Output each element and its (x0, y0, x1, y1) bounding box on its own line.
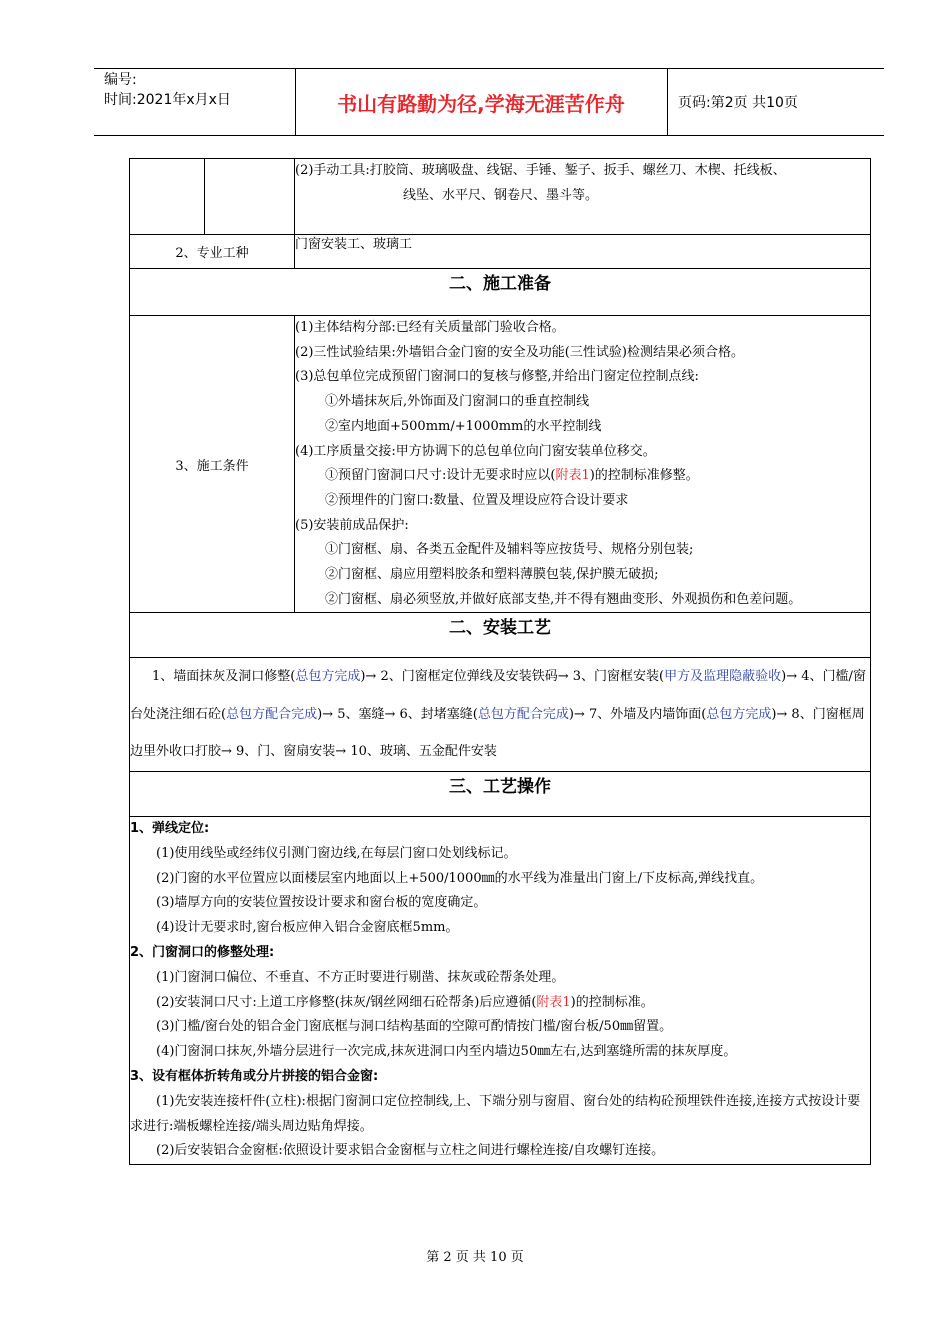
ops-item: (4)门窗洞口抹灰,外墙分层进行一次完成,抹灰进洞口内至内墙边50㎜左右,达到塞缝所需的抹灰厚度。 (156, 1044, 737, 1060)
tools-line: 线坠、水平尺、钢卷尺、墨斗等。 (403, 187, 599, 203)
ops-content (130, 816, 871, 1164)
responsible-party-note: 总包方配合完成 (477, 706, 569, 722)
ops-heading: 2、门窗洞口的修整处理: (130, 944, 275, 960)
ops-item: (1)先安装连接杆件(立柱):根据门窗洞口定位控制线,上、下端分别与窗眉、窗台处的结构砼预埋铁件连接,连接方式按设计要求进行:端板螺栓连接/端头周边贴角焊接。 (130, 1093, 861, 1134)
ops-item: (2)后安装铝合金窗框:依照设计要求铝合金窗框与立柱之间进行螺栓连接/自攻螺钉连接。 (156, 1143, 665, 1159)
section-row (130, 613, 871, 658)
ops-item: (1)门窗洞口偏位、不垂直、不方正时要进行剔凿、抹灰或砼帮条处理。 (156, 969, 565, 985)
appendix-reference: 附表1 (536, 994, 571, 1010)
tools-cell-empty (130, 159, 205, 235)
section-title-ops: 三、工艺操作 (130, 771, 871, 816)
install-flow (130, 658, 871, 772)
condition-line: ①门窗框、扇、各类五金配件及辅料等应按货号、规格分别包装; (325, 542, 694, 558)
conditions-content (295, 316, 871, 613)
condition-line: (5)安装前成品保护: (295, 517, 409, 533)
section-row (130, 771, 871, 816)
section-title-prep: 二、施工准备 (130, 269, 871, 316)
ops-item: (3)门槛/窗台处的铝合金门窗底框与洞口结构基面的空隙可酌情按门槛/窗台板/50㎜留置。 (156, 1019, 673, 1035)
responsible-party-note: 总包方完成 (295, 669, 361, 685)
ops-item: (1)使用线坠或经纬仪引测门窗边线,在每层门窗口处划线标记。 (156, 845, 517, 861)
flow-row (130, 658, 871, 772)
ops-item: (4)设计无要求时,窗台板应伸入铝合金窗底框5mm。 (156, 920, 459, 936)
responsible-party-note: 甲方及监理隐蔽验收 (664, 669, 782, 685)
tools-line: (2)手动工具:打胶筒、玻璃吸盘、线锯、手锤、錾子、扳手、螺丝刀、木楔、托线板、 (295, 163, 786, 178)
flow-step: )→ 4、门槛/窗台处浇注细石砼( (130, 669, 866, 722)
ops-text: )的控制标准。 (570, 994, 654, 1010)
document-time-label: 时间:2021年x月x日 (104, 92, 231, 108)
construction-table (129, 158, 871, 1165)
trade-value: 门窗安装工、玻璃工 (295, 235, 871, 269)
tools-cell-empty (205, 159, 295, 235)
ops-heading: 3、设有框体折转角或分片拼接的铝合金窗: (130, 1068, 379, 1084)
header-meta (104, 70, 231, 110)
trade-row (130, 235, 871, 269)
responsible-party-note: 总包方完成 (706, 706, 772, 722)
condition-line: ②门窗框、扇必须竖放,并做好底部支垫,并不得有翘曲变形、外观损伤和色差问题。 (325, 591, 802, 607)
condition-line: (2)三性试验结果:外墙铝合金门窗的安全及功能(三性试验)检测结果必须合格。 (295, 344, 744, 360)
flow-step: )→ 2、门窗框定位弹线及安装铁码→ 3、门窗框安装( (360, 669, 665, 685)
ops-text: (2)安装洞口尺寸:上道工序修整(抹灰/钢丝网细石砼帮条)后应遵循( (156, 994, 537, 1010)
condition-line: ②室内地面+500mm/+1000mm的水平控制线 (325, 418, 602, 434)
header-page-number: 页码:第2页 共10页 (678, 95, 798, 111)
responsible-party-note: 总包方配合完成 (226, 706, 318, 722)
condition-line: ①外墙抹灰后,外饰面及门窗洞口的垂直控制线 (325, 394, 590, 410)
footer-page-number: 第 2 页 共 10 页 (426, 1250, 524, 1265)
ops-item: (3)墙厚方向的安装位置按设计要求和窗台板的宽度确定。 (156, 895, 487, 911)
section-title-install: 二、安装工艺 (130, 613, 871, 658)
condition-line (295, 464, 870, 489)
flow-step: )→ 7、外墙及内墙饰面( (568, 706, 707, 722)
flow-step: )→ 8、门窗框周边里外收口打胶→ 9、门、窗扇安装→ 10、玻璃、五金配件安装 (130, 706, 865, 760)
condition-line: ②门窗框、扇应用塑料胶条和塑料薄膜包装,保护膜无破损; (325, 567, 659, 583)
appendix-reference: 附表1 (555, 468, 590, 484)
flow-step: 1、墙面抹灰及洞口修整( (152, 669, 296, 685)
condition-line: (1)主体结构分部:已经有关质量部门验收合格。 (295, 320, 565, 335)
condition-text: )的控制标准修整。 (589, 468, 699, 484)
flow-step: )→ 5、塞缝→ 6、封堵塞缝( (317, 706, 478, 722)
condition-line: (3)总包单位完成预留门窗洞口的复核与修整,并给出门窗定位控制点线: (295, 369, 699, 385)
ops-item: (2)门窗的水平位置应以面楼层室内地面以上+500/1000㎜的水平线为准量出门窗上/下皮标高,弹线找直。 (156, 870, 764, 886)
header-motto: 书山有路勤为径,学海无涯苦作舟 (337, 91, 625, 116)
ops-item (130, 991, 870, 1016)
conditions-row (130, 316, 871, 613)
ops-row (130, 816, 871, 1164)
condition-text: ①预留门窗洞口尺寸:设计无要求时应以( (325, 468, 556, 484)
conditions-label: 3、施工条件 (130, 316, 295, 613)
condition-line: (4)工序质量交接:甲方协调下的总包单位向门窗安装单位移交。 (295, 443, 656, 459)
tools-row (130, 159, 871, 235)
tools-cell (295, 159, 871, 235)
ops-heading: 1、弹线定位: (130, 820, 210, 836)
condition-line: ②预埋件的门窗口:数量、位置及埋设应符合设计要求 (325, 492, 629, 508)
section-row (130, 269, 871, 316)
trade-label: 2、专业工种 (130, 235, 295, 269)
document-code-label: 编号: (104, 72, 137, 88)
header-divider (667, 68, 668, 136)
